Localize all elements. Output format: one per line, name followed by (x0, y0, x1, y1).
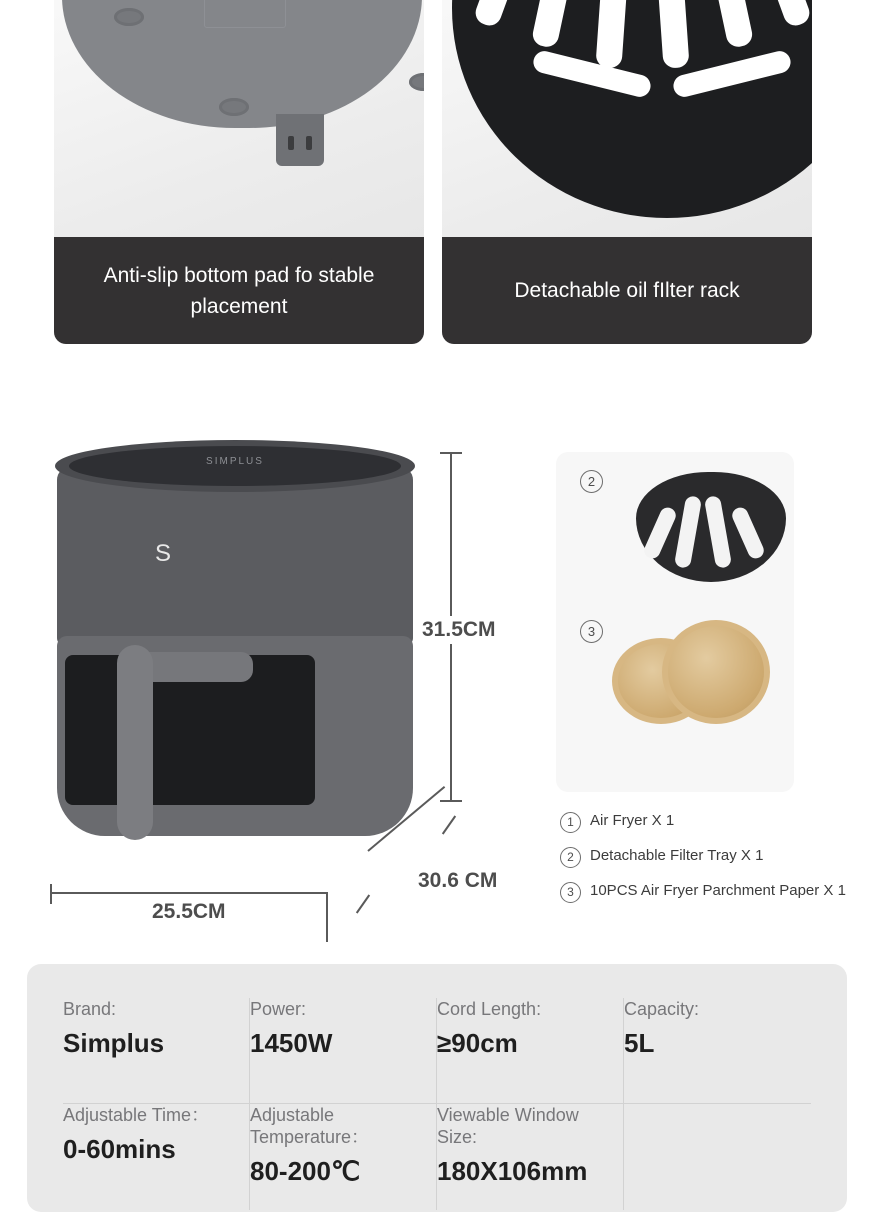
air-fryer-illustration (55, 440, 415, 840)
rack-slot (595, 0, 634, 69)
feature-caption: Detachable oil fIlter rack (442, 237, 812, 344)
filter-rack-shape (452, 0, 812, 218)
width-measure-line (50, 892, 328, 894)
accessory-number: 2 (560, 847, 581, 868)
spec-cell-empty (624, 1104, 811, 1210)
accessory-number: 1 (560, 812, 581, 833)
feature-card-filter-rack (442, 0, 812, 344)
product-mark-label: S (155, 540, 172, 567)
spec-label: Adjustable Time： (63, 1105, 210, 1125)
width-dimension-label: 25.5CM (152, 900, 226, 923)
rack-slot (747, 0, 812, 29)
feature-caption: Anti-slip bottom pad fo stable placement (54, 237, 424, 344)
pad-foot-icon (114, 8, 144, 26)
spec-cell-adjustable-time (63, 1104, 250, 1210)
accessory-badge-paper: 3 (580, 620, 603, 643)
spec-value: 180X106mm (437, 1156, 588, 1186)
spec-label: Viewable Window Size: (437, 1105, 579, 1147)
list-item (560, 880, 860, 903)
parchment-paper-photo (606, 612, 756, 732)
specification-table (27, 964, 847, 1212)
spec-cell-capacity (624, 998, 811, 1104)
depth-measure-cap-far (442, 815, 456, 834)
spec-label: Brand: (63, 999, 117, 1019)
spec-label: Cord Length: (437, 999, 542, 1019)
rack-slot (531, 49, 653, 99)
pad-foot-icon (409, 73, 424, 91)
parchment-paper-shape (662, 620, 770, 724)
spec-cell-power (250, 998, 437, 1104)
pad-foot-icon (219, 98, 249, 116)
spec-cell-viewable-window-size (437, 1104, 624, 1210)
tray-hole (642, 505, 679, 561)
spec-value: 1450W (250, 1028, 333, 1058)
fryer-handle (117, 645, 153, 840)
list-item (560, 845, 860, 868)
rack-slot (650, 0, 689, 69)
tray-hole (674, 495, 702, 569)
spec-value: 80-200℃ (250, 1156, 361, 1186)
spec-label: Capacity: (624, 999, 700, 1019)
spec-label: Power: (250, 999, 307, 1019)
spec-value: Simplus (63, 1028, 165, 1058)
height-dimension-label: 31.5CM (418, 616, 500, 644)
handle-arm (143, 652, 253, 682)
detachable-filter-tray-photo (606, 472, 756, 592)
accessory-text: Detachable Filter Tray X 1 (590, 847, 764, 864)
rack-slot (696, 0, 755, 49)
tray-shape (636, 472, 786, 582)
tray-hole (704, 495, 732, 569)
feature-card-anti-slip (54, 0, 424, 344)
accessory-badge-tray: 2 (580, 470, 603, 493)
accessories-panel (556, 452, 794, 792)
spec-label: Adjustable Temperature： (250, 1105, 370, 1147)
pad-label-area (204, 0, 286, 28)
fryer-control-panel (69, 446, 401, 486)
spec-value: 5L (624, 1028, 655, 1058)
width-measure-cap-left (50, 884, 52, 904)
rack-slot (472, 0, 537, 29)
spec-cell-brand (63, 998, 250, 1104)
spec-value: 0-60mins (63, 1134, 176, 1164)
accessories-list (560, 810, 860, 915)
depth-dimension-label: 30.6 CM (418, 869, 498, 892)
height-measure-cap-top (440, 452, 462, 454)
depth-measure-cap-near (356, 894, 370, 913)
list-item (560, 810, 860, 833)
rack-slot (531, 0, 590, 49)
accessory-number: 3 (560, 882, 581, 903)
feature-card-row (54, 0, 812, 344)
spec-cell-adjustable-temperature (250, 1104, 437, 1210)
width-measure-cap-right (326, 892, 328, 942)
brand-mark-label: SIMPLUS (206, 456, 264, 467)
dimension-diagram (0, 400, 875, 960)
tray-hole (730, 505, 767, 561)
fryer-upper-body (57, 466, 413, 646)
height-measure-cap-bottom (440, 800, 462, 802)
power-plug-icon (276, 114, 324, 166)
spec-value: ≥90cm (437, 1028, 518, 1058)
accessory-text: Air Fryer X 1 (590, 812, 675, 829)
accessory-text: 10PCS Air Fryer Parchment Paper X 1 (590, 882, 846, 899)
rack-slot (671, 49, 793, 99)
spec-cell-cord-length (437, 998, 624, 1104)
